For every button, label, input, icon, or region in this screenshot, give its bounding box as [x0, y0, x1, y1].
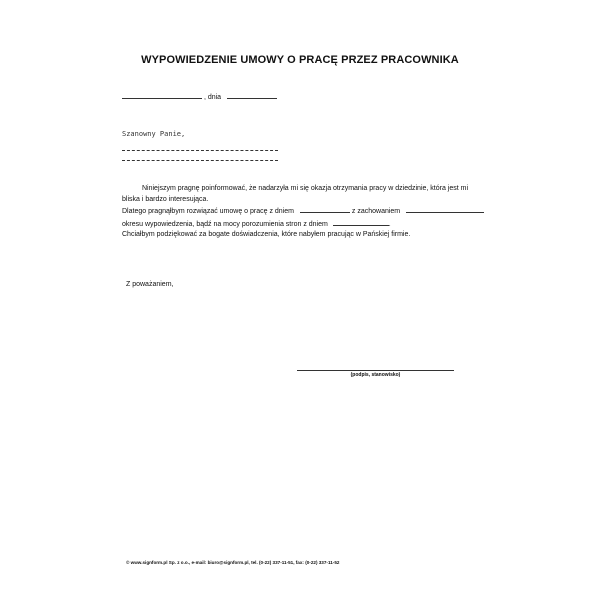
footer-copyright: © www.signform.pl Sp. z o.o., e-mail: biuro@signform.pl, tel. (0-22) 337-11-51, fax: (0-22) 337-11-52: [126, 560, 340, 565]
body-line: [122, 205, 502, 218]
body-text: okresu wypowiedzenia, bądź na mocy porozumienia stron z dniem: [122, 220, 328, 228]
signature-line: [297, 370, 454, 371]
agreement-date-blank: [333, 218, 389, 226]
closing: Z poważaniem,: [126, 281, 174, 288]
letter-body: [122, 184, 502, 241]
date-blank: [227, 91, 277, 99]
recipient-dashed-line: [122, 150, 278, 151]
body-text: Dlatego pragnąłbym rozwiązać umowę o pracę z dniem: [122, 208, 294, 216]
date-line: [122, 91, 277, 101]
body-line: [122, 218, 502, 231]
place-blank: [122, 91, 202, 99]
date-separator: , dnia: [203, 94, 222, 101]
body-text: .: [388, 220, 391, 228]
end-date-blank: [300, 205, 350, 213]
document-title: WYPOWIEDZENIE UMOWY O PRACĘ PRZEZ PRACOWNIKA: [141, 54, 459, 66]
body-line: Niniejszym pragnę poinformować, że nadarzyła mi się okazja otrzymania pracy w dziedzinie, która jest mi: [142, 185, 469, 192]
body-line: bliska i bardzo interesująca.: [122, 195, 209, 203]
salutation: Szanowny Panie,: [122, 130, 186, 138]
body-text: z zachowaniem: [351, 208, 401, 216]
notice-period-blank: [406, 205, 484, 213]
recipient-dashed-line: [122, 160, 278, 161]
signature-caption: (podpis, stanowisko): [350, 372, 401, 378]
body-line: Chciałbym podziękować za bogate doświadczenia, które nabyłem pracując w Pańskiej firmie.: [122, 231, 411, 239]
